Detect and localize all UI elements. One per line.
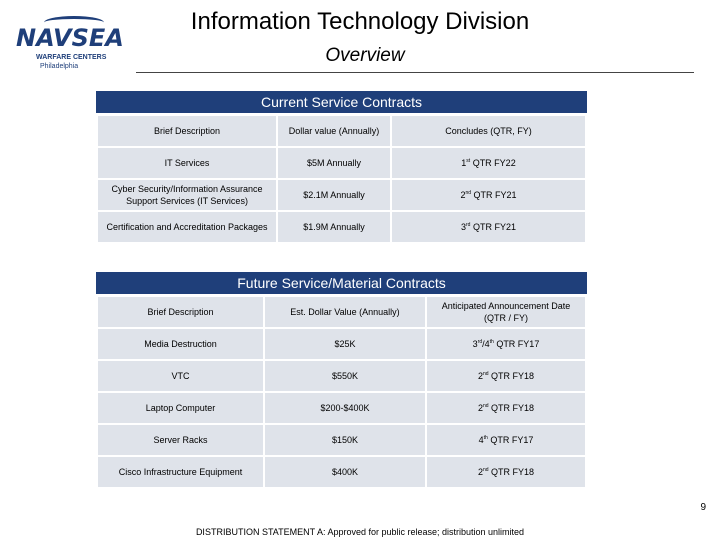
table-row <box>98 212 585 242</box>
cell-value: $550K <box>265 361 425 391</box>
table-row <box>98 180 585 210</box>
cell-description: Cyber Security/Information Assurance Support Services (IT Services) <box>98 180 276 210</box>
logo-name: NAVSEA <box>16 24 124 52</box>
title-divider <box>136 72 694 73</box>
table-row <box>98 457 585 487</box>
cell-description: IT Services <box>98 148 276 178</box>
cell-value: $150K <box>265 425 425 455</box>
page-subtitle: Overview <box>325 45 405 66</box>
page-number: 9 <box>700 502 706 513</box>
table-row <box>98 361 585 391</box>
column-header: Dollar value (Annually) <box>278 116 390 146</box>
table-row <box>98 148 585 178</box>
navsea-logo <box>14 14 126 74</box>
cell-value: $5M Annually <box>278 148 390 178</box>
cell-description: VTC <box>98 361 263 391</box>
cell-description: Certification and Accreditation Packages <box>98 212 276 242</box>
distribution-statement: DISTRIBUTION STATEMENT A: Approved for public release; distribution unlimited <box>195 527 525 537</box>
page-title: Information Technology Division <box>190 8 530 35</box>
cell-description: Laptop Computer <box>98 393 263 423</box>
future-contracts-header: Future Service/Material Contracts <box>96 272 587 294</box>
column-header: Anticipated Announcement Date (QTR / FY) <box>427 297 585 327</box>
table-header-row <box>98 297 585 327</box>
current-contracts-header: Current Service Contracts <box>96 91 587 113</box>
cell-description: Server Racks <box>98 425 263 455</box>
table-row <box>98 329 585 359</box>
column-header: Est. Dollar Value (Annually) <box>265 297 425 327</box>
column-header: Brief Description <box>98 116 276 146</box>
logo-line2: Philadelphia <box>40 63 79 70</box>
cell-value: $200-$400K <box>265 393 425 423</box>
future-contracts-table <box>96 295 587 489</box>
column-header: Concludes (QTR, FY) <box>392 116 585 146</box>
cell-description: Media Destruction <box>98 329 263 359</box>
current-contracts-table <box>96 114 587 244</box>
cell-date: 4th QTR FY17 <box>427 425 585 455</box>
cell-date: 2nd QTR FY21 <box>392 180 585 210</box>
cell-value: $2.1M Annually <box>278 180 390 210</box>
table-row <box>98 393 585 423</box>
table-row <box>98 425 585 455</box>
cell-date: 1st QTR FY22 <box>392 148 585 178</box>
logo-line1: WARFARE CENTERS <box>36 54 107 61</box>
cell-description: Cisco Infrastructure Equipment <box>98 457 263 487</box>
cell-value: $1.9M Annually <box>278 212 390 242</box>
cell-date: 3rd/4th QTR FY17 <box>427 329 585 359</box>
table-header-row <box>98 116 585 146</box>
cell-date: 3rd QTR FY21 <box>392 212 585 242</box>
column-header: Brief Description <box>98 297 263 327</box>
cell-value: $25K <box>265 329 425 359</box>
cell-date: 2nd QTR FY18 <box>427 393 585 423</box>
cell-date: 2nd QTR FY18 <box>427 457 585 487</box>
cell-date: 2nd QTR FY18 <box>427 361 585 391</box>
cell-value: $400K <box>265 457 425 487</box>
